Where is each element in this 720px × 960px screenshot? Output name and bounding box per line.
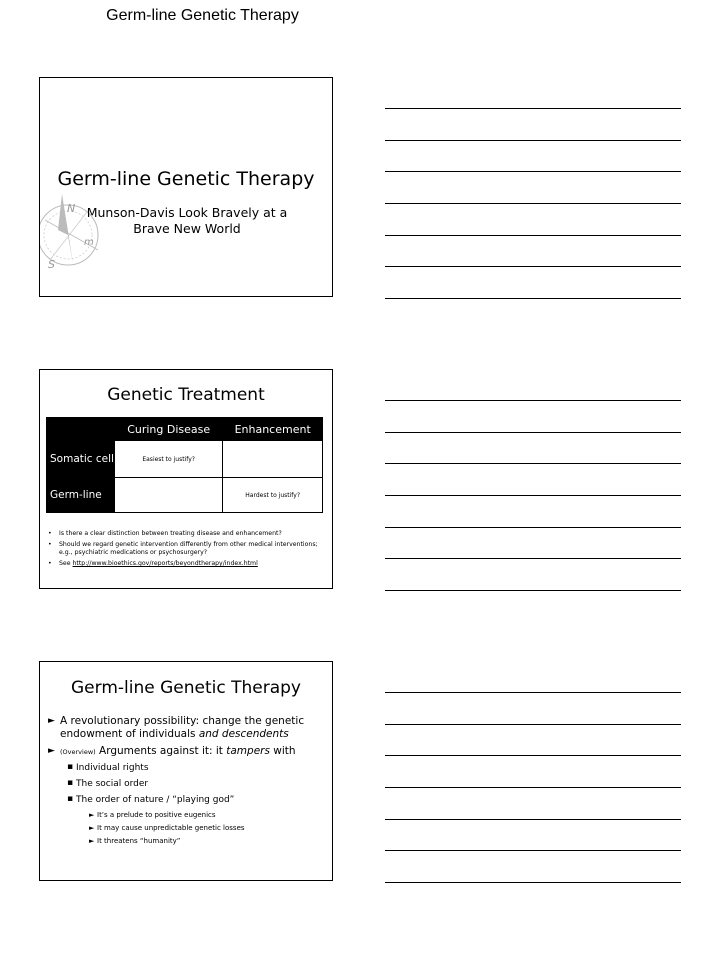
sub-item-text: The social order: [76, 779, 149, 789]
note-line: [385, 140, 681, 141]
note-line: [385, 400, 681, 401]
overview-label: (Overview): [60, 748, 96, 756]
list-item: [48, 779, 328, 790]
square-bullet-icon: ▪: [67, 794, 74, 804]
note-line: [385, 590, 681, 591]
note-line: [385, 108, 681, 109]
slide-2: [39, 369, 333, 589]
note-line: [385, 298, 681, 299]
arrow-bullet-icon: ►: [89, 837, 95, 845]
sub-sub-item-text: It may cause unpredictable genetic losses: [97, 824, 245, 832]
square-bullet-icon: ▪: [67, 778, 74, 788]
bioethics-link[interactable]: http://www.bioethics.gov/reports/beyondtherapy/index.html: [72, 560, 258, 567]
point-italic-text: and descendents: [198, 728, 289, 740]
row-header-germ-line: Germ-line: [47, 478, 115, 513]
note-line: [385, 755, 681, 756]
table-row: [47, 478, 323, 513]
table-cell: [115, 478, 223, 513]
slide-1: [39, 77, 333, 297]
note-line: [385, 495, 681, 496]
bullet-text: Should we regard genetic intervention differently from other medical interventions; e.g., psychiatric medications or psychosurgery?: [59, 541, 318, 556]
list-item: [48, 541, 328, 557]
list-item: [48, 824, 328, 833]
point-italic-text: tampers: [226, 745, 270, 757]
sub-sub-item-text: It threatens “humanity”: [97, 837, 181, 845]
square-bullet-icon: ▪: [67, 762, 74, 772]
note-line: [385, 171, 681, 172]
slide-3: [39, 661, 333, 881]
list-item: [48, 811, 328, 820]
note-line: [385, 819, 681, 820]
sub-item-text: The order of nature / “playing god”: [76, 795, 235, 805]
list-item: [48, 795, 328, 806]
table-corner-cell: [47, 418, 115, 441]
compass-m-label: m: [84, 237, 94, 248]
slide-1-subtitle: Munson-Davis Look Bravely at a Brave New World: [86, 205, 288, 236]
table-cell: Hardest to justify?: [223, 478, 323, 513]
note-line: [385, 432, 681, 433]
bullet-icon: •: [48, 560, 52, 567]
slide-3-body: [48, 715, 328, 850]
bullet-icon: •: [48, 530, 52, 537]
bullet-icon: •: [48, 541, 52, 548]
genetic-treatment-table: [46, 417, 323, 513]
note-line: [385, 692, 681, 693]
note-line: [385, 882, 681, 883]
note-line: [385, 235, 681, 236]
slide-2-title: Genetic Treatment: [107, 385, 265, 405]
page-header-title: Germ-line Genetic Therapy: [106, 7, 299, 24]
col-header-curing-disease: Curing Disease: [115, 418, 223, 441]
row-header-somatic-cell: Somatic cell: [47, 441, 115, 478]
arrow-bullet-icon: ►: [48, 746, 55, 756]
compass-s-label: S: [48, 258, 55, 271]
slide-1-title: Germ-line Genetic Therapy: [57, 168, 315, 190]
arrow-bullet-icon: ►: [48, 716, 55, 726]
list-item: [48, 763, 328, 774]
note-line: [385, 724, 681, 725]
compass-n-label: N: [67, 202, 76, 215]
table-row: [47, 441, 323, 478]
note-line: [385, 527, 681, 528]
point-text: A revolutionary possibility: change the genetic endowment of individuals: [60, 715, 305, 740]
slide-3-title: Germ-line Genetic Therapy: [71, 678, 301, 698]
list-item: [48, 530, 328, 538]
bullet-text: See: [59, 560, 73, 567]
list-item: [48, 745, 328, 759]
note-line: [385, 266, 681, 267]
col-header-enhancement: Enhancement: [223, 418, 323, 441]
list-item: [48, 715, 328, 741]
note-line: [385, 558, 681, 559]
note-line: [385, 850, 681, 851]
slide-2-bullet-list: [48, 530, 328, 571]
table-cell: Easiest to justify?: [115, 441, 223, 478]
arrow-bullet-icon: ►: [89, 824, 95, 832]
bullet-text: Is there a clear distinction between treating disease and enhancement?: [59, 530, 282, 537]
note-line: [385, 203, 681, 204]
sub-sub-item-text: It’s a prelude to positive eugenics: [97, 811, 216, 819]
note-line: [385, 787, 681, 788]
point-text: with: [269, 745, 296, 757]
sub-item-text: Individual rights: [76, 763, 149, 773]
list-item: [48, 837, 328, 846]
note-line: [385, 463, 681, 464]
arrow-bullet-icon: ►: [89, 811, 95, 819]
list-item: [48, 560, 328, 568]
point-text: Arguments against it: it: [95, 745, 227, 757]
table-cell: [223, 441, 323, 478]
